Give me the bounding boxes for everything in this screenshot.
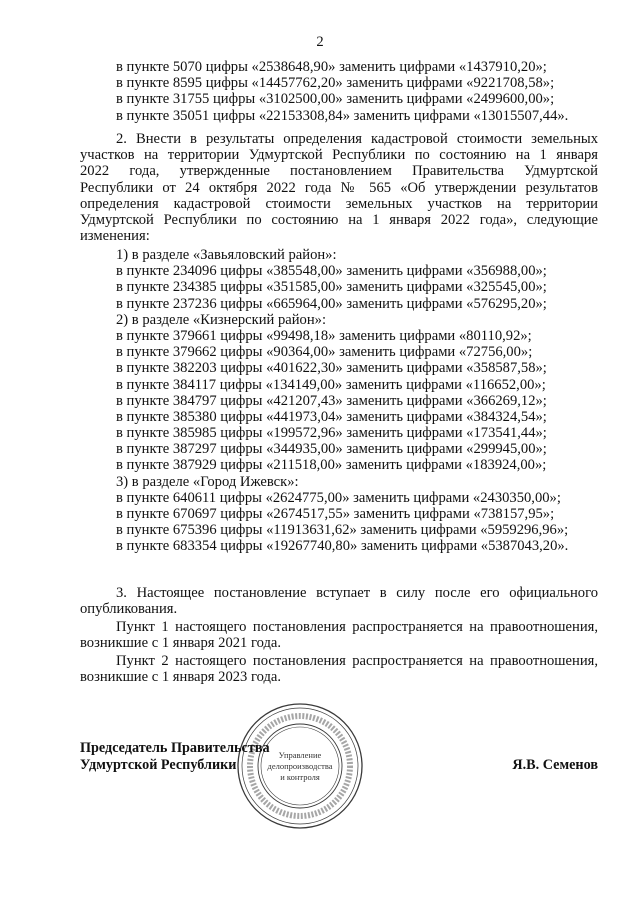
paragraph-4 bbox=[80, 619, 598, 651]
text-line: в пункте 387929 цифры «211518,00» заменить цифрами «183924,00»; bbox=[116, 457, 547, 474]
text-line: в пункте 35051 цифры «22153308,84» заменить цифрами «13015507,44». bbox=[116, 107, 569, 124]
text-line: в пункте 382203 цифры «401622,30» заменить цифрами «358587,58»; bbox=[116, 360, 547, 377]
text-line: определения кадастровой стоимости земельных участков на территории bbox=[80, 195, 598, 212]
text-line: в пункте 384797 цифры «421207,43» заменить цифрами «366269,12»; bbox=[116, 392, 547, 409]
text-line: 3. Настоящее постановление вступает в силу после его официального bbox=[116, 585, 598, 601]
section-heading: 2) в разделе «Кизнерский район»: bbox=[116, 311, 326, 328]
text-line: возникшие с 1 января 2021 года. bbox=[80, 635, 282, 652]
text-line: в пункте 384117 цифры «134149,00» заменить цифрами «116652,00»; bbox=[116, 376, 546, 393]
text-line: в пункте 234385 цифры «351585,00» заменить цифрами «325545,00»; bbox=[116, 279, 547, 296]
section-heading: 3) в разделе «Город Ижевск»: bbox=[116, 473, 299, 490]
signatory-name: Я.В. Семенов bbox=[512, 757, 598, 773]
text-line: в пункте 385380 цифры «441973,04» заменить цифрами «384324,54»; bbox=[116, 408, 547, 425]
text-line: Республики от 24 октября 2022 года № 565 «Об утверждении результатов bbox=[80, 179, 598, 196]
paragraph-5 bbox=[80, 653, 598, 685]
text-line: в пункте 379662 цифры «90364,00» заменить цифрами «72756,00»; bbox=[116, 344, 533, 361]
stamp-text: делопроизводства bbox=[267, 761, 333, 771]
signatory-title-line: Председатель Правительства bbox=[80, 740, 270, 756]
text-line: опубликования. bbox=[80, 601, 178, 618]
text-line: в пункте 683354 цифры «19267740,80» заменить цифрами «5387043,20». bbox=[116, 538, 569, 555]
stamp-text: Управление bbox=[278, 750, 322, 760]
text-line: в пункте 387297 цифры «344935,00» заменить цифрами «299945,00»; bbox=[116, 441, 547, 458]
text-line: в пункте 31755 цифры «3102500,00» заменить цифрами «2499600,00»; bbox=[116, 91, 555, 108]
text-line: в пункте 670697 цифры «2674517,55» заменить цифрами «738157,95»; bbox=[116, 506, 555, 522]
text-line: изменения: bbox=[80, 228, 150, 245]
paragraph-2 bbox=[80, 131, 598, 244]
text-line: в пункте 8595 цифры «14457762,20» заменить цифрами «9221708,58»; bbox=[116, 75, 555, 92]
section-heading: 1) в разделе «Завьяловский район»: bbox=[116, 247, 337, 263]
text-line: в пункте 640611 цифры «2624775,00» заменить цифрами «2430350,00»; bbox=[116, 489, 561, 506]
text-line: в пункте 675396 цифры «11913631,62» заменить цифрами «5959296,96»; bbox=[116, 522, 569, 539]
text-line: 2022 года, утвержденные постановлением Правительства Удмуртской bbox=[80, 163, 598, 180]
signatory-title bbox=[80, 740, 270, 774]
text-line: Пункт 2 настоящего постановления распространяется на правоотношения, bbox=[116, 653, 598, 669]
text-line: в пункте 385985 цифры «199572,96» заменить цифрами «173541,44»; bbox=[116, 425, 547, 442]
text-line: возникшие с 1 января 2023 года. bbox=[80, 669, 282, 686]
stamp-text: и контроля bbox=[280, 772, 320, 782]
text-line: Удмуртской Республики по состоянию на 1 января 2022 года», следующие bbox=[80, 211, 598, 228]
text-line: в пункте 234096 цифры «385548,00» заменить цифрами «356988,00»; bbox=[116, 263, 547, 280]
paragraph-3 bbox=[80, 585, 598, 617]
signatory-title-line: Удмуртской Республики bbox=[80, 757, 237, 773]
amendments-block-2 bbox=[80, 247, 598, 555]
text-line: в пункте 379661 цифры «99498,18» заменить цифрами «80110,92»; bbox=[116, 327, 532, 344]
amendments-block-1 bbox=[80, 59, 598, 124]
text-line: в пункте 237236 цифры «665964,00» заменить цифрами «576295,20»; bbox=[116, 295, 547, 312]
text-line: в пункте 5070 цифры «2538648,90» заменить цифрами «1437910,20»; bbox=[116, 59, 547, 75]
text-line: участков на территории Удмуртской Республики по состоянию на 1 января bbox=[80, 147, 598, 164]
text-line: Пункт 1 настоящего постановления распространяется на правоотношения, bbox=[116, 619, 598, 635]
text-line: 2. Внести в результаты определения кадастровой стоимости земельных bbox=[116, 131, 598, 147]
page-number: 2 bbox=[316, 34, 324, 50]
